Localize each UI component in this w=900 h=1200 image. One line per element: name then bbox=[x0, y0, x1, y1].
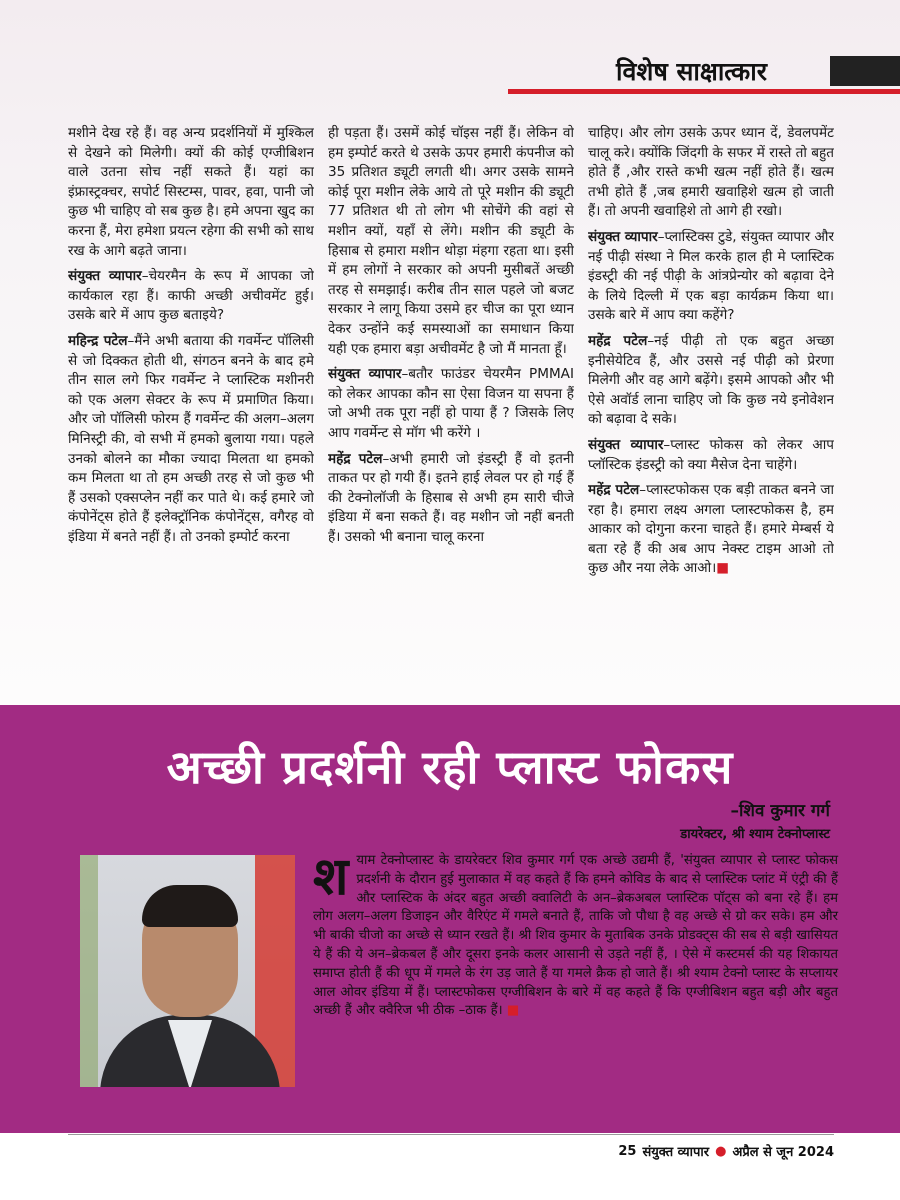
byline-name: –शिव कुमार गर्ग bbox=[730, 801, 830, 821]
paragraph-text: –प्लास्टफोकस एक बड़ी ताकत बनने जा रहा है। हमारा लक्ष्य अगला प्लास्टफोकस है, हम आकार को दोगुना करना चाहते हैं। हमारे मेम्बर्स ये बता रहे हैं की अब आप नेक्स्ट टाइम आओ तो कुछ और नया लेके आओ। bbox=[588, 482, 834, 577]
section-label bbox=[508, 54, 900, 88]
speaker-label: संयुक्त व्यापार bbox=[588, 228, 658, 245]
end-mark: ■ bbox=[716, 560, 730, 577]
speaker-label: महेंद्र पटेल bbox=[588, 482, 640, 499]
paragraph-text: –प्लास्ट फोकस को लेकर आप प्लॉस्टिक इंडस्ट्री को क्या मैसेज देना चाहेंगे। bbox=[588, 436, 834, 473]
paragraph-text: चाहिए। और लोग उसके ऊपर ध्यान दें, डेवलपमेंट चालू करे। क्योंकि जिंदगी के सफर में रास्ते तो बहुत होते हैं ,और रास्ते कभी खत्म नहीं होते हैं। खत्म तभी होते हैं ,जब हमारी खवाहिशे खत्म हो जाती हैं। तो अपनी खवाहिशे तो आगे ही रखो। bbox=[588, 125, 834, 220]
speaker-label: महेंद्र पटेल bbox=[588, 332, 648, 349]
interview-paragraph bbox=[588, 436, 834, 475]
interview-paragraph bbox=[68, 332, 314, 548]
column-3 bbox=[588, 124, 834, 696]
drop-cap: श bbox=[313, 847, 349, 907]
photo-hair bbox=[142, 885, 238, 927]
paragraph-text: –अभी हमारी जो इंडस्ट्री हैं वो इतनी ताकत पर हो गयी हैं। इतने हाई लेवल पर हो गई हैं की टेक्नोलॉजी के हिसाब से अभी हम सारी चीजे इंडिया में बना सकते हैं। वह मशीन जो नहीं बनती हैं। उसको भी बनाना चालू करना bbox=[328, 450, 574, 545]
paragraph-text: –बतौर फाउंडर चेयरमैन PMMAI को लेकर आपका कौन सा ऐसा विजन या सपना हैं जो अभी तक पूरा नहीं हो पाया हैं ? जिसके लिए आप गवर्मेन्ट से मॉग भी करेंगे । bbox=[328, 366, 574, 441]
column-1 bbox=[68, 124, 314, 696]
interview-paragraph bbox=[588, 332, 834, 430]
author-photo bbox=[80, 855, 295, 1087]
footer-rule bbox=[68, 1134, 834, 1135]
paragraph-text: –प्लास्टिक्स टुडे, संयुक्त व्यापार और नई पीढ़ी संस्था ने मिल करके हाल ही मे प्लास्टिक इंडस्ट्री की नई पीढ़ी के आंत्रप्रेन्योर को बढ़ावा देने के लिये दिल्ली में एक बड़ा कार्यक्रम किया था। उसके बारे में आप क्या कहेंगे? bbox=[588, 228, 834, 324]
speaker-label: संयुक्त व्यापार bbox=[68, 268, 142, 285]
byline-role: डायरेक्टर, श्री श्याम टेक्नोप्लास्ट bbox=[680, 827, 830, 842]
speaker-label: संयुक्त व्यापार bbox=[588, 436, 664, 453]
article-headline: अच्छी प्रदर्शनी रही प्लास्ट फोकस bbox=[166, 740, 734, 794]
interview-paragraph bbox=[588, 481, 834, 579]
interview-paragraph bbox=[68, 267, 314, 326]
speaker-label: महेंद्र पटेल bbox=[328, 450, 383, 467]
section-label-block bbox=[830, 56, 900, 86]
paragraph-text: मशीने देख रहे हैं। वह अन्य प्रदर्शनियों में मुश्किल से देखने को मिलेगी। क्यों की कोई एग्जीबिशन वाले उतना सोच नहीं सकते हैं। यहां का इंफ्रास्ट्रक्चर, सपोर्ट सिस्टम्स, पावर, हवा, पानी जो कुछ भी चाहिए वो सब कुछ है। हमे अपना खुद का करना हैं, मेरा हमेशा प्रयत्न रहेगा की सभी को साथ रख के आगे बढ़ते जाना। bbox=[68, 125, 314, 259]
issue-date: अप्रैल से जून 2024 bbox=[732, 1145, 834, 1160]
end-mark: ■ bbox=[506, 1003, 520, 1019]
column-2 bbox=[328, 124, 574, 696]
paragraph-text: ही पड़ता हैं। उसमें कोई चॉइस नहीं हैं। लेकिन वो हम इम्पोर्ट करते थे उसके ऊपर हमारी कंपनीज को 35 प्रतिशत ड्यूटी लगती थी। अगर उसके सामने कोई पूरा मशीन लेके आये तो पूरे मशीन की ड्यूटी 77 प्रतिशत थी तो लोग भी सोचेंगे की वहां से मशीन क्यों, यहाँ से लेंगे। मशीन की ड्यूटी के हिसाब से हमारा मशीन थोड़ा मंहगा रहता था। इसी में हम लोगों ने सरकार को अपनी मुसीबतें अच्छी तरह से समझाई। करीब तीन साल पहले जो बजट सरकार ने लागू किया उसमे हर चीज का पूरा ध्यान देकर उन्होंने कई समस्याओं का समाधान किया यही एक हमारा बड़ा अचीवमेंट है जो मैं मानता हूँ। bbox=[328, 125, 574, 357]
magazine-name: संयुक्त व्यापार bbox=[642, 1145, 710, 1160]
article-text: याम टेक्नोप्लास्ट के डायरेक्टर शिव कुमार गर्ग एक अच्छे उद्यमी हैं, 'संयुक्त व्यापार से प्लास्ट फोकस प्रदर्शनी के दौरान हुई मुलाकात में वह कहते हैं कि हमने कोविड के बाद से प्लास्टिक प्लांट में एंट्री की हैं और प्लास्टिक के अंदर बहुत अच्छी क्वालिटी के अन–ब्रेकअबल प्लास्टिक पॉट्स को बना रहे हैं। हम लोग अलग–अलग डिजाइन और वैरिएंट में गमले बनाते हैं, ताकि जो पौधा है वह अच्छे से ग्रो कर सके। हम और भी बाकी चीजो का अच्छे से ध्यान रखते हैं। श्री शिव कुमार के मुताबिक उनके प्रोडक्ट्स की सब से बड़ी खासियत ये हैं की ये अन–ब्रेकबल हैं और दूसरा इनके कलर आसानी से उड़ते नहीं हैं, । ऐसे में कस्टमर्स की यह शिकायत समाप्त होती हैं की धूप में गमले के रंग उड़ जाते हैं या गमले क्रैक हो जाते हैं। श्री श्याम टेक्नो प्लास्ट के सप्लायर आल ओवर इंडिया में हैं। प्लास्टफोकस एग्जीबिशन के बारे में वह कहते हैं कि एग्जीबिशन बहुत बड़ी और बहुत अच्छी हैं और क्वैरिज भी ठीक –ठाक हैं। bbox=[313, 853, 838, 1019]
interview-paragraph bbox=[588, 124, 834, 222]
interview-paragraph bbox=[588, 228, 834, 326]
article-body bbox=[313, 847, 838, 1021]
paragraph-text: –मैंने अभी बताया की गवर्मेन्ट पॉलिसी से जो दिक्कत होती थी, संगठन बनने के बाद हमे तीन साल लगे फिर गवर्मेन्ट ने प्लास्टिक मशीनरी को एक अलग सेक्टर के रूप में प्रमाणित किया। और जो पॉलिसी फोरम हैं गवर्मेन्ट की अलग–अलग मिनिस्ट्री की, वो सभी में हमको बुलाया गया। पहले उनको बोलने का मौका ज्यादा मिलता था हमको कम मिलता था तो हम अच्छी तरह से जो कुछ भी हैं उसको एक्सप्लेन नहीं कर पाते थे। कई हमारे जो कंपोनेंट्स होते हैं इलेक्ट्रॉनिक कंपोनेंट्स, वगैरह वो इंडिया में बनते नहीं हैं। तो उनको इम्पोर्ट करना bbox=[68, 332, 314, 545]
footer-separator-icon: ● bbox=[715, 1143, 727, 1159]
interview-paragraph bbox=[328, 450, 574, 548]
byline bbox=[680, 798, 830, 842]
page-footer bbox=[618, 1142, 834, 1160]
page-number: 25 bbox=[618, 1143, 637, 1159]
interview-columns bbox=[68, 124, 834, 696]
interview-paragraph bbox=[68, 124, 314, 261]
interview-paragraph bbox=[328, 124, 574, 359]
section-label-text: विशेष साक्षात्कार bbox=[616, 57, 767, 86]
speaker-label: संयुक्त व्यापार bbox=[328, 366, 402, 383]
photo-background-plant bbox=[80, 855, 98, 1087]
interview-paragraph bbox=[328, 365, 574, 443]
speaker-label: महिन्द्र पटेल bbox=[68, 332, 128, 349]
paragraph-text: –नई पीढ़ी तो एक बहुत अच्छा इनीसेयेटिव हैं, और उससे नई पीढ़ी को प्रेरणा मिलेगी और वह आगे बढ़ेंगे। इसमे आपको और भी ऐसे अवॉर्ड लाना चाहिए जो कि कुछ नये इनोवेशन को बढ़ावा दे सके। bbox=[588, 332, 834, 428]
paragraph-text: –चेयरमैन के रूप में आपका जो कार्यकाल रहा हैं। काफी अच्छी अचीवमेंट हुई। उसके बारे में आप कुछ बताइये? bbox=[68, 268, 314, 324]
section-rule bbox=[508, 89, 900, 94]
